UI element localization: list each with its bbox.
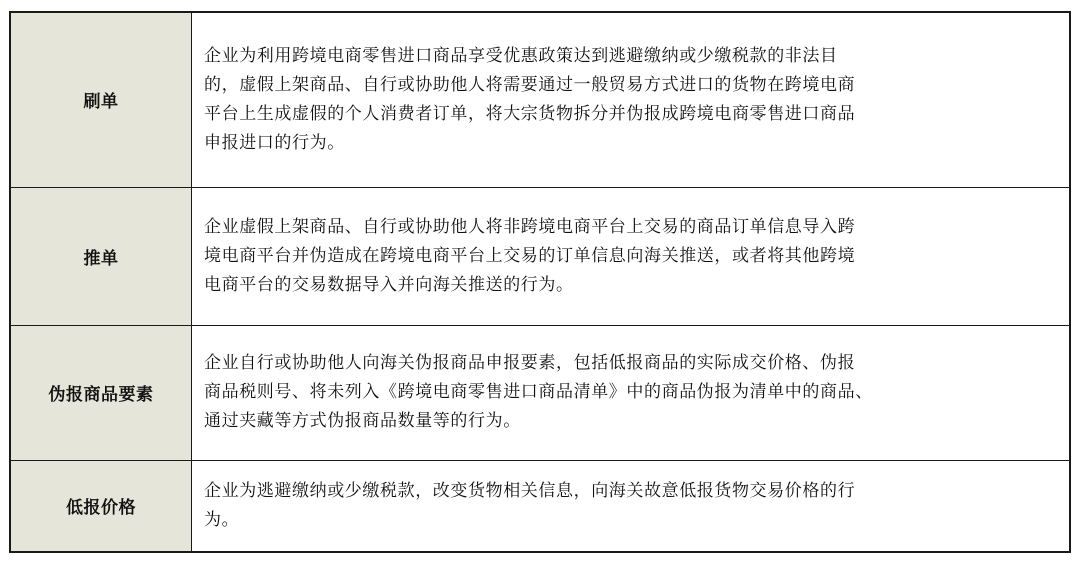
violation-definitions-table	[9, 11, 1071, 553]
table-body	[10, 12, 1070, 552]
description-cell	[192, 325, 1071, 460]
term-label: 刷单	[83, 92, 119, 113]
term-label: 推单	[83, 248, 119, 269]
description-text: 企业自行或协助他人向海关伪报商品申报要素，包括低报商品的实际成交价格、伪报 商品税则号、将未列入《跨境电商零售进口商品清单》中的商品伪报为清单中的商品、 通过夹藏等方式伪报商品数量等的行为。	[204, 353, 873, 431]
description-text: 企业为利用跨境电商零售进口商品享受优惠政策达到逃避缴纳或少缴税款的非法目 的，虚假上架商品、自行或协助他人将需要通过一般贸易方式进口的货物在跨境电商 平台上生成虚假的个人消费者订单，将大宗货物拆分并伪报成跨境电商零售进口商品 申报进口的行为。	[204, 45, 856, 153]
description-cell	[192, 460, 1071, 552]
description-cell	[192, 187, 1071, 325]
term-cell	[10, 187, 192, 325]
description-text: 企业为逃避缴纳或少缴税款，改变货物相关信息，向海关故意低报货物交易价格的行 为。	[204, 480, 856, 530]
table-row	[10, 460, 1070, 552]
term-cell	[10, 325, 192, 460]
term-label: 伪报商品要素	[48, 385, 154, 405]
term-cell	[10, 12, 192, 187]
table-row	[10, 325, 1070, 460]
term-cell	[10, 460, 192, 552]
description-text: 企业虚假上架商品、自行或协助他人将非跨境电商平台上交易的商品订单信息导入跨 境电商平台并伪造成在跨境电商平台上交易的订单信息向海关推送，或者将其他跨境 电商平台的交易数据导入并向海关推送的行为。	[204, 216, 856, 295]
table-row	[10, 187, 1070, 325]
term-label: 低报价格	[66, 498, 136, 519]
description-cell	[192, 12, 1071, 187]
table-row	[10, 12, 1070, 187]
